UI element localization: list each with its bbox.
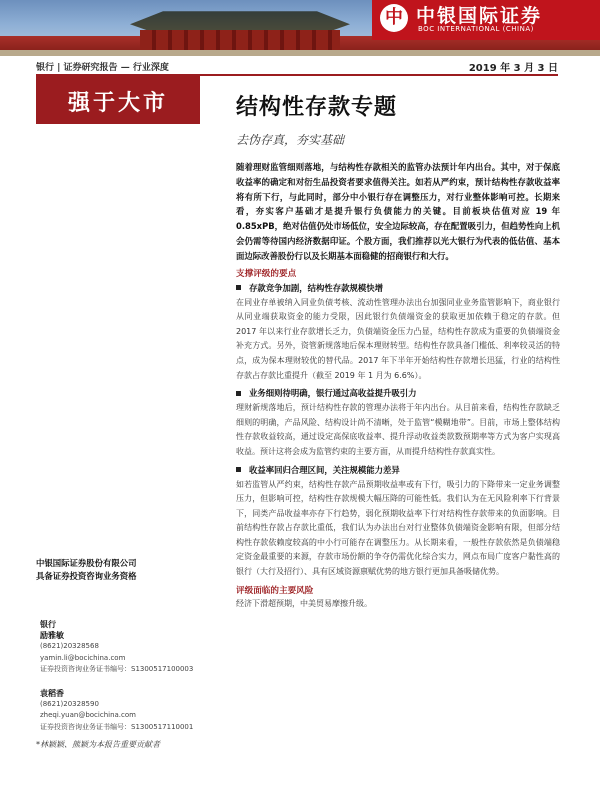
point-body: 如若监管从严约束，结构性存款产品预期收益率或有下行，吸引力的下降带来一定业务调整压力，但影响可控，结构性存款规模大幅压降的可能性低。我们认为在无风险利率下行背景下，同类产品收益率亦存下行趋势，弱化预期收益率下行对结构性存款带来的负面影响。目前结构性存款占存款比重低，我们认为办法出台对行业整体负债端资金影响有限，但部分结构性存款依赖度较高的中小行可能存在调整压力。从长期来看，一般性存款依然是负债端稳定资金最重要的来源，存款市场份额的争夺仍需优化综合实力，网点布局广度客户黏性高的银行（大行及招行）、具有区域资源禀赋优势的地方银行更加具备吸储优势。 [236,479,560,577]
point-heading-text: 收益率回归合理区间，关注规模能力差异 [249,464,400,475]
analyst-block [40,619,230,734]
point-heading-text: 存款竞争加剧，结构性存款规模快增 [249,282,383,293]
logo-english: BOC INTERNATIONAL (CHINA) [418,25,534,33]
analyst-email[interactable]: yamin.li@bocichina.com [40,653,126,662]
report-title: 结构性存款专题 [236,94,398,120]
report-subtitle: 去伪存真，夯实基础 [236,133,345,147]
risk-heading: 评级面临的主要风险 [236,585,314,596]
company-qualification: 具备证券投资咨询业务资格 [36,571,137,581]
boc-logo-icon: 中 [380,4,408,32]
company-logo [372,0,600,40]
main-column [236,160,560,609]
banner-roof [130,6,350,32]
analyst-email[interactable]: zheqi.yuan@bocichina.com [40,711,136,720]
analyst-phone: (8621)20328568 [40,642,99,650]
company-info [36,557,226,583]
summary-paragraph: 随着理财监管细则落地，与结构性存款相关的监管办法预计年内出台。其中，对于保底收益率的确定和对衍生品投资者要求值得关注。如若从严约束，预计结构性存款收益率将有所下行，与此同时，部分中小银行存在调整压力，对行业整体影响可控。长期来看，夯实客户基础才是提升银行负债能力的关键。目前板块估值对应 19 年 0.85xPB，绝对估值仍处市场低位，安全边际较高，存在配置吸引力，但趋势性向上机会仍需等待国内经济数据印证。个股方面，我们推荐以光大银行为代表的低估值、基本面边际改善股份行以及长期基本面稳健的招商银行和大行。 [236,162,560,261]
point-heading [236,282,560,294]
point-heading [236,387,560,399]
section-heading: 支撑评级的要点 [236,268,297,279]
point-body: 在同业存单被纳入同业负债考核、流动性管理办法出台加强同业业务监管影响下，商业银行从同业端获取资金的能力受限，因此银行负债端资金的获取更加依赖于稳定的存款。但 2017 年以来行业存款增长乏力，负债端资金压力凸显，结构性存款成为重要的负债端资金补充方式。另外，资管新规落地后保本理财转型。结构性存款具备门槛低、利率较灵活的特点，成为保本理财较优的替代品。2017 年下半年开始结构性存款增长迅猛，行业的结构性存款占存款比重提升（截至 2019 年 1 月为 6.6%）。 [236,297,560,380]
point-body: 理财新规落地后，预计结构性存款的管理办法将于年内出台。从目前来看，结构性存款缺乏细则的明确，产品风险、结构设计尚不清晰，处于监管“模糊地带”。目前，市场上整体结构性存款收益较高，通过设定高保底收益率、提升浮动收益类款数预期率等方式为客户实现高收益。预计这将会成为监管约束的主要方面，从而提升结构性存款真实性。 [236,403,560,456]
bullet-square-icon [236,285,241,290]
analyst-phone: (8621)20328590 [40,699,99,708]
bullet-square-icon [236,391,241,396]
analyst-name: 励雅敏 [40,631,64,640]
point-heading-text: 业务细则待明确，银行通过高收益提升吸引力 [249,388,417,399]
bullet-square-icon [236,467,241,472]
banner-ground [0,50,600,56]
analyst-spacer [40,676,230,688]
company-name: 中银国际证券股份有限公司 [36,558,137,568]
point-heading [236,464,560,476]
analyst-sector: 银行 [40,620,56,629]
analyst-name: 袁稻香 [40,688,64,698]
logo-chinese: 中银国际证券 [416,5,543,27]
header-banner [0,0,600,56]
report-category: 银行 | 证券研究报告 — 行业深度 [36,63,169,73]
analyst-license: 证券投资咨询业务证书编号：S1300517100003 [40,665,194,674]
report-date: 2019 年 3 月 3 日 [468,63,558,74]
contributor-footnote: *林颖颖、熊颖为本报告重要贡献者 [36,740,160,749]
analyst-license: 证券投资咨询业务证书编号：S1300517110001 [40,722,194,731]
rating-label: 强于大市 [67,90,168,116]
rating-box [36,76,200,124]
risk-text: 经济下滑超预期，中美贸易摩擦升级。 [236,598,372,608]
